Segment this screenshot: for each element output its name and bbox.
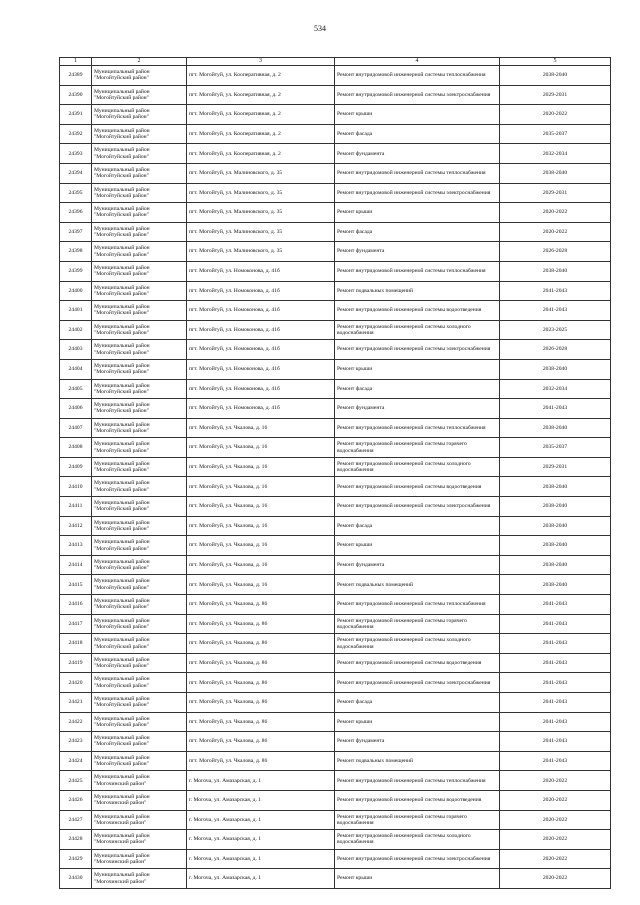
address-cell: пгт. Могойтуй, ул. Кооперативная, д. 2 <box>187 85 335 105</box>
address-cell: пгт. Могойтуй, ул. Чкалова, д. 16 <box>187 477 335 497</box>
row-number-cell: 24397 <box>60 222 92 242</box>
work-type-cell: Ремонт внутридомовой инженерной системы горячего водоснабжения <box>335 438 500 458</box>
address-cell: пгт. Могойтуй, ул. Малиновского, д. 35 <box>187 183 335 203</box>
municipality-cell: Муниципальный район "Могойтуйский район" <box>92 732 187 752</box>
address-cell: пгт. Могойтуй, ул. Номоконова, д. 41б <box>187 379 335 399</box>
row-number-cell: 24412 <box>60 516 92 536</box>
row-number-cell: 24426 <box>60 790 92 810</box>
period-cell: 2020-2022 <box>500 869 611 889</box>
table-row <box>60 477 611 497</box>
table-row <box>60 771 611 791</box>
work-type-cell: Ремонт внутридомовой инженерной системы электроснабжения <box>335 673 500 693</box>
table-row <box>60 281 611 301</box>
work-type-cell: Ремонт фасада <box>335 124 500 144</box>
table-row <box>60 810 611 830</box>
table-row <box>60 595 611 615</box>
address-cell: г. Могоча, ул. Амазарская, д. 1 <box>187 790 335 810</box>
table-row <box>60 516 611 536</box>
period-cell: 2038-2040 <box>500 477 611 497</box>
table-row <box>60 536 611 556</box>
table-row <box>60 732 611 752</box>
period-cell: 2041-2043 <box>500 732 611 752</box>
work-type-cell: Ремонт внутридомовой инженерной системы водоотведения <box>335 790 500 810</box>
work-type-cell: Ремонт внутридомовой инженерной системы электроснабжения <box>335 497 500 517</box>
address-cell: пгт. Могойтуй, ул. Чкалова, д. 86 <box>187 693 335 713</box>
municipality-cell: Муниципальный район "Могойтуйский район" <box>92 340 187 360</box>
row-number-cell: 24418 <box>60 634 92 654</box>
work-type-cell: Ремонт внутридомовой инженерной системы теплоснабжения <box>335 66 500 86</box>
municipality-cell: Муниципальный район "Могойтуйский район" <box>92 634 187 654</box>
address-cell: пгт. Могойтуй, ул. Номоконова, д. 41б <box>187 399 335 419</box>
address-cell: пгт. Могойтуй, ул. Чкалова, д. 16 <box>187 536 335 556</box>
column-header-2: 2 <box>92 58 187 66</box>
address-cell: пгт. Могойтуй, ул. Чкалова, д. 86 <box>187 653 335 673</box>
work-type-cell: Ремонт внутридомовой инженерной системы теплоснабжения <box>335 261 500 281</box>
address-cell: пгт. Могойтуй, ул. Малиновского, д. 35 <box>187 163 335 183</box>
row-number-cell: 24427 <box>60 810 92 830</box>
column-header-1: 1 <box>60 58 92 66</box>
row-number-cell: 24428 <box>60 830 92 850</box>
table-row <box>60 144 611 164</box>
period-cell: 2020-2022 <box>500 830 611 850</box>
table-row <box>60 66 611 86</box>
period-cell: 2041-2043 <box>500 614 611 634</box>
period-cell: 2041-2043 <box>500 301 611 321</box>
period-cell: 2020-2022 <box>500 222 611 242</box>
column-header-3: 3 <box>187 58 335 66</box>
work-type-cell: Ремонт фасада <box>335 222 500 242</box>
row-number-cell: 24401 <box>60 301 92 321</box>
row-number-cell: 24409 <box>60 457 92 477</box>
municipality-cell: Муниципальный район "Могойтуйский район" <box>92 124 187 144</box>
row-number-cell: 24429 <box>60 849 92 869</box>
row-number-cell: 24419 <box>60 653 92 673</box>
address-cell: пгт. Могойтуй, ул. Кооперативная, д. 2 <box>187 124 335 144</box>
period-cell: 2038-2040 <box>500 66 611 86</box>
table-row <box>60 359 611 379</box>
row-number-cell: 24422 <box>60 712 92 732</box>
row-number-cell: 24404 <box>60 359 92 379</box>
address-cell: пгт. Могойтуй, ул. Чкалова, д. 16 <box>187 438 335 458</box>
period-cell: 2032-2034 <box>500 144 611 164</box>
municipality-cell: Муниципальный район "Могойтуйский район" <box>92 144 187 164</box>
work-type-cell: Ремонт фундамента <box>335 144 500 164</box>
table-body <box>60 66 611 889</box>
row-number-cell: 24403 <box>60 340 92 360</box>
row-number-cell: 24411 <box>60 497 92 517</box>
row-number-cell: 24393 <box>60 144 92 164</box>
work-type-cell: Ремонт внутридомовой инженерной системы горячего водоснабжения <box>335 810 500 830</box>
row-number-cell: 24414 <box>60 555 92 575</box>
row-number-cell: 24406 <box>60 399 92 419</box>
address-cell: пгт. Могойтуй, ул. Номоконова, д. 41б <box>187 320 335 340</box>
municipality-cell: Муниципальный район "Могойтуйский район" <box>92 281 187 301</box>
row-number-cell: 24394 <box>60 163 92 183</box>
row-number-cell: 24420 <box>60 673 92 693</box>
municipality-cell: Муниципальный район "Могойтуйский район" <box>92 614 187 634</box>
municipality-cell: Муниципальный район "Могойтуйский район" <box>92 163 187 183</box>
period-cell: 2038-2040 <box>500 555 611 575</box>
period-cell: 2038-2040 <box>500 359 611 379</box>
table-row <box>60 653 611 673</box>
work-type-cell: Ремонт внутридомовой инженерной системы теплоснабжения <box>335 163 500 183</box>
work-type-cell: Ремонт крыши <box>335 359 500 379</box>
table-row <box>60 497 611 517</box>
row-number-cell: 24405 <box>60 379 92 399</box>
period-cell: 2041-2043 <box>500 634 611 654</box>
period-cell: 2020-2022 <box>500 203 611 223</box>
row-number-cell: 24415 <box>60 575 92 595</box>
table-row <box>60 222 611 242</box>
municipality-cell: Муниципальный район "Могочинский район" <box>92 830 187 850</box>
address-cell: пгт. Могойтуй, ул. Номоконова, д. 41б <box>187 301 335 321</box>
table-row <box>60 575 611 595</box>
address-cell: г. Могоча, ул. Амазарская, д. 1 <box>187 849 335 869</box>
period-cell: 2038-2040 <box>500 163 611 183</box>
period-cell: 2020-2022 <box>500 790 611 810</box>
period-cell: 2020-2022 <box>500 105 611 125</box>
row-number-cell: 24400 <box>60 281 92 301</box>
work-type-cell: Ремонт внутридомовой инженерной системы электроснабжения <box>335 183 500 203</box>
municipality-cell: Муниципальный район "Могойтуйский район" <box>92 85 187 105</box>
table-row <box>60 320 611 340</box>
work-type-cell: Ремонт фундамента <box>335 732 500 752</box>
row-number-cell: 24413 <box>60 536 92 556</box>
municipality-cell: Муниципальный район "Могочинский район" <box>92 771 187 791</box>
table-row <box>60 242 611 262</box>
municipality-cell: Муниципальный район "Могойтуйский район" <box>92 379 187 399</box>
address-cell: пгт. Могойтуй, ул. Кооперативная, д. 2 <box>187 144 335 164</box>
municipality-cell: Муниципальный район "Могойтуйский район" <box>92 66 187 86</box>
municipality-cell: Муниципальный район "Могойтуйский район" <box>92 712 187 732</box>
period-cell: 2041-2043 <box>500 712 611 732</box>
work-type-cell: Ремонт внутридомовой инженерной системы электроснабжения <box>335 340 500 360</box>
work-type-cell: Ремонт внутридомовой инженерной системы теплоснабжения <box>335 595 500 615</box>
address-cell: пгт. Могойтуй, ул. Номоконова, д. 41б <box>187 340 335 360</box>
address-cell: пгт. Могойтуй, ул. Чкалова, д. 16 <box>187 516 335 536</box>
municipality-cell: Муниципальный район "Могойтуйский район" <box>92 203 187 223</box>
period-cell: 2038-2040 <box>500 418 611 438</box>
work-type-cell: Ремонт крыши <box>335 536 500 556</box>
municipality-cell: Муниципальный район "Могочинский район" <box>92 869 187 889</box>
table-row <box>60 693 611 713</box>
row-number-cell: 24399 <box>60 261 92 281</box>
period-cell: 2041-2043 <box>500 673 611 693</box>
row-number-cell: 24430 <box>60 869 92 889</box>
address-cell: пгт. Могойтуй, ул. Чкалова, д. 16 <box>187 497 335 517</box>
period-cell: 2029-2031 <box>500 457 611 477</box>
period-cell: 2041-2043 <box>500 693 611 713</box>
address-cell: пгт. Могойтуй, ул. Чкалова, д. 86 <box>187 595 335 615</box>
column-header-5: 5 <box>500 58 611 66</box>
row-number-cell: 24391 <box>60 105 92 125</box>
table-row <box>60 418 611 438</box>
row-number-cell: 24389 <box>60 66 92 86</box>
address-cell: пгт. Могойтуй, ул. Чкалова, д. 86 <box>187 673 335 693</box>
table-row <box>60 85 611 105</box>
work-type-cell: Ремонт внутридомовой инженерной системы электроснабжения <box>335 849 500 869</box>
period-cell: 2041-2043 <box>500 399 611 419</box>
municipality-cell: Муниципальный район "Могойтуйский район" <box>92 653 187 673</box>
row-number-cell: 24395 <box>60 183 92 203</box>
table-row <box>60 869 611 889</box>
table-row <box>60 261 611 281</box>
row-number-cell: 24398 <box>60 242 92 262</box>
period-cell: 2038-2040 <box>500 516 611 536</box>
municipality-cell: Муниципальный район "Могойтуйский район" <box>92 418 187 438</box>
period-cell: 2041-2043 <box>500 281 611 301</box>
work-type-cell: Ремонт внутридомовой инженерной системы холодного водоснабжения <box>335 634 500 654</box>
row-number-cell: 24402 <box>60 320 92 340</box>
row-number-cell: 24417 <box>60 614 92 634</box>
period-cell: 2029-2031 <box>500 183 611 203</box>
address-cell: пгт. Могойтуй, ул. Номоконова, д. 41б <box>187 359 335 379</box>
table-row <box>60 183 611 203</box>
address-cell: пгт. Могойтуй, ул. Чкалова, д. 86 <box>187 634 335 654</box>
address-cell: г. Могоча, ул. Амазарская, д. 1 <box>187 830 335 850</box>
municipality-cell: Муниципальный район "Могойтуйский район" <box>92 555 187 575</box>
municipality-cell: Муниципальный район "Могойтуйский район" <box>92 301 187 321</box>
address-cell: пгт. Могойтуй, ул. Номоконова, д. 41б <box>187 281 335 301</box>
municipality-cell: Муниципальный район "Могойтуйский район" <box>92 477 187 497</box>
row-number-cell: 24390 <box>60 85 92 105</box>
table-row <box>60 614 611 634</box>
period-cell: 2026-2028 <box>500 340 611 360</box>
address-cell: пгт. Могойтуй, ул. Чкалова, д. 16 <box>187 555 335 575</box>
municipality-cell: Муниципальный район "Могойтуйский район" <box>92 751 187 771</box>
address-cell: пгт. Могойтуй, ул. Чкалова, д. 86 <box>187 751 335 771</box>
table-row <box>60 849 611 869</box>
period-cell: 2026-2028 <box>500 242 611 262</box>
address-cell: пгт. Могойтуй, ул. Чкалова, д. 16 <box>187 575 335 595</box>
work-type-cell: Ремонт внутридомовой инженерной системы водоотведения <box>335 653 500 673</box>
municipality-cell: Муниципальный район "Могойтуйский район" <box>92 575 187 595</box>
work-type-cell: Ремонт внутридомовой инженерной системы холодного водоснабжения <box>335 457 500 477</box>
table-row <box>60 399 611 419</box>
repair-register-table <box>59 57 611 889</box>
period-cell: 2020-2022 <box>500 810 611 830</box>
table-row <box>60 712 611 732</box>
table-row <box>60 673 611 693</box>
row-number-cell: 24392 <box>60 124 92 144</box>
work-type-cell: Ремонт внутридомовой инженерной системы теплоснабжения <box>335 418 500 438</box>
work-type-cell: Ремонт фасада <box>335 379 500 399</box>
period-cell: 2038-2040 <box>500 497 611 517</box>
municipality-cell: Муниципальный район "Могойтуйский район" <box>92 457 187 477</box>
work-type-cell: Ремонт внутридомовой инженерной системы водоотведения <box>335 301 500 321</box>
work-type-cell: Ремонт крыши <box>335 105 500 125</box>
municipality-cell: Муниципальный район "Могойтуйский район" <box>92 105 187 125</box>
row-number-cell: 24421 <box>60 693 92 713</box>
municipality-cell: Муниципальный район "Могочинский район" <box>92 810 187 830</box>
municipality-cell: Муниципальный район "Могойтуйский район" <box>92 516 187 536</box>
municipality-cell: Муниципальный район "Могойтуйский район" <box>92 242 187 262</box>
row-number-cell: 24408 <box>60 438 92 458</box>
municipality-cell: Муниципальный район "Могойтуйский район" <box>92 536 187 556</box>
address-cell: г. Могоча, ул. Амазарская, д. 1 <box>187 771 335 791</box>
table-row <box>60 438 611 458</box>
row-number-cell: 24396 <box>60 203 92 223</box>
address-cell: пгт. Могойтуй, ул. Малиновского, д. 35 <box>187 242 335 262</box>
work-type-cell: Ремонт внутридомовой инженерной системы электроснабжения <box>335 85 500 105</box>
table-row <box>60 790 611 810</box>
period-cell: 2020-2022 <box>500 849 611 869</box>
work-type-cell: Ремонт внутридомовой инженерной системы горячего водоснабжения <box>335 614 500 634</box>
municipality-cell: Муниципальный район "Могойтуйский район" <box>92 673 187 693</box>
municipality-cell: Муниципальный район "Могойтуйский район" <box>92 438 187 458</box>
address-cell: пгт. Могойтуй, ул. Кооперативная, д. 2 <box>187 105 335 125</box>
address-cell: пгт. Могойтуй, ул. Чкалова, д. 86 <box>187 614 335 634</box>
row-number-cell: 24423 <box>60 732 92 752</box>
address-cell: пгт. Могойтуй, ул. Чкалова, д. 86 <box>187 732 335 752</box>
table-row <box>60 124 611 144</box>
table-row <box>60 203 611 223</box>
work-type-cell: Ремонт фасада <box>335 516 500 536</box>
page-number: 534 <box>314 24 326 33</box>
work-type-cell: Ремонт подвальных помещений <box>335 281 500 301</box>
table-row <box>60 105 611 125</box>
municipality-cell: Муниципальный район "Могойтуйский район" <box>92 693 187 713</box>
work-type-cell: Ремонт внутридомовой инженерной системы холодного водоснабжения <box>335 830 500 850</box>
table-row <box>60 163 611 183</box>
address-cell: пгт. Могойтуй, ул. Малиновского, д. 35 <box>187 203 335 223</box>
period-cell: 2038-2040 <box>500 575 611 595</box>
municipality-cell: Муниципальный район "Могойтуйский район" <box>92 497 187 517</box>
row-number-cell: 24425 <box>60 771 92 791</box>
municipality-cell: Муниципальный район "Могойтуйский район" <box>92 261 187 281</box>
work-type-cell: Ремонт подвальных помещений <box>335 575 500 595</box>
table-header-row <box>60 58 611 66</box>
municipality-cell: Муниципальный район "Могочинский район" <box>92 790 187 810</box>
table-row <box>60 340 611 360</box>
work-type-cell: Ремонт подвальных помещений <box>335 751 500 771</box>
work-type-cell: Ремонт крыши <box>335 203 500 223</box>
address-cell: пгт. Могойтуй, ул. Чкалова, д. 16 <box>187 457 335 477</box>
work-type-cell: Ремонт фасада <box>335 693 500 713</box>
period-cell: 2041-2043 <box>500 595 611 615</box>
work-type-cell: Ремонт фундамента <box>335 399 500 419</box>
period-cell: 2035-2037 <box>500 124 611 144</box>
period-cell: 2041-2043 <box>500 751 611 771</box>
address-cell: г. Могоча, ул. Амазарская, д. 1 <box>187 810 335 830</box>
table-row <box>60 830 611 850</box>
table-row <box>60 634 611 654</box>
period-cell: 2032-2034 <box>500 379 611 399</box>
municipality-cell: Муниципальный район "Могойтуйский район" <box>92 183 187 203</box>
row-number-cell: 24407 <box>60 418 92 438</box>
municipality-cell: Муниципальный район "Могочинский район" <box>92 849 187 869</box>
work-type-cell: Ремонт фундамента <box>335 242 500 262</box>
address-cell: г. Могоча, ул. Амазарская, д. 1 <box>187 869 335 889</box>
address-cell: пгт. Могойтуй, ул. Кооперативная, д. 2 <box>187 66 335 86</box>
table-row <box>60 555 611 575</box>
column-header-4: 4 <box>335 58 500 66</box>
work-type-cell: Ремонт фундамента <box>335 555 500 575</box>
work-type-cell: Ремонт внутридомовой инженерной системы теплоснабжения <box>335 771 500 791</box>
municipality-cell: Муниципальный район "Могойтуйский район" <box>92 399 187 419</box>
address-cell: пгт. Могойтуй, ул. Чкалова, д. 86 <box>187 712 335 732</box>
period-cell: 2020-2022 <box>500 771 611 791</box>
work-type-cell: Ремонт крыши <box>335 869 500 889</box>
municipality-cell: Муниципальный район "Могойтуйский район" <box>92 359 187 379</box>
table-row <box>60 301 611 321</box>
municipality-cell: Муниципальный район "Могойтуйский район" <box>92 320 187 340</box>
row-number-cell: 24424 <box>60 751 92 771</box>
table-row <box>60 751 611 771</box>
address-cell: пгт. Могойтуй, ул. Номоконова, д. 41б <box>187 261 335 281</box>
table-row <box>60 379 611 399</box>
table-row <box>60 457 611 477</box>
work-type-cell: Ремонт внутридомовой инженерной системы водоотведения <box>335 477 500 497</box>
municipality-cell: Муниципальный район "Могойтуйский район" <box>92 222 187 242</box>
row-number-cell: 24410 <box>60 477 92 497</box>
work-type-cell: Ремонт крыши <box>335 712 500 732</box>
period-cell: 2035-2037 <box>500 438 611 458</box>
address-cell: пгт. Могойтуй, ул. Малиновского, д. 35 <box>187 222 335 242</box>
work-type-cell: Ремонт внутридомовой инженерной системы холодного водоснабжения <box>335 320 500 340</box>
period-cell: 2023-2025 <box>500 320 611 340</box>
period-cell: 2038-2040 <box>500 536 611 556</box>
address-cell: пгт. Могойтуй, ул. Чкалова, д. 16 <box>187 418 335 438</box>
period-cell: 2038-2040 <box>500 261 611 281</box>
period-cell: 2029-2031 <box>500 85 611 105</box>
municipality-cell: Муниципальный район "Могойтуйский район" <box>92 595 187 615</box>
period-cell: 2041-2043 <box>500 653 611 673</box>
row-number-cell: 24416 <box>60 595 92 615</box>
